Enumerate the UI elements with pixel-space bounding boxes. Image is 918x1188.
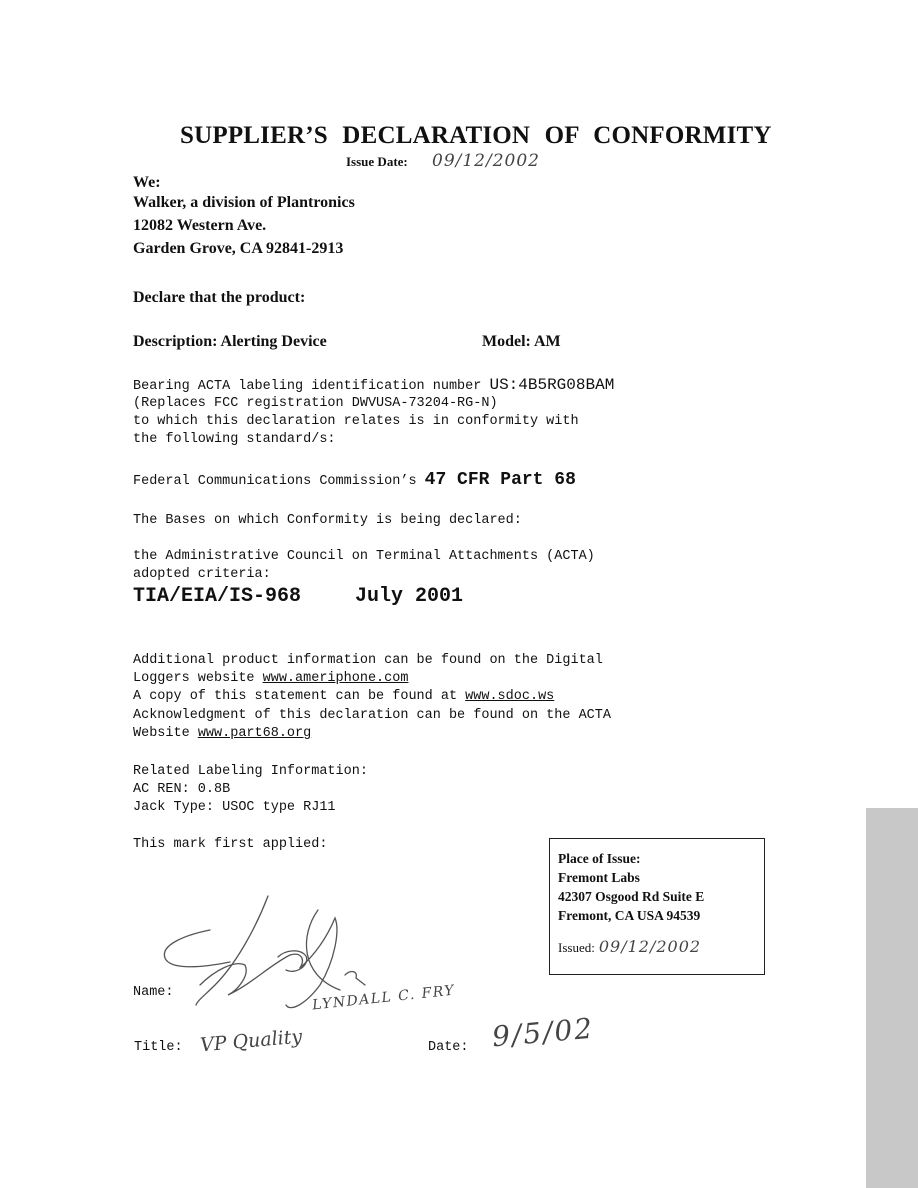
date-label: Date: <box>428 1040 469 1055</box>
labeling-jack: Jack Type: USOC type RJ11 <box>133 800 336 815</box>
labeling-heading: Related Labeling Information: <box>133 764 368 779</box>
grey-side-tab <box>866 808 918 1188</box>
place-street: 42307 Osgood Rd Suite E <box>558 889 705 904</box>
acta-number: US:4B5RG08BAM <box>489 376 615 394</box>
title-label: Title: <box>134 1040 183 1055</box>
bearing-line-4: the following standard/s: <box>133 432 336 447</box>
place-lab: Fremont Labs <box>558 870 640 885</box>
acta-standard-date: July 2001 <box>355 585 464 608</box>
additional-line-2-prefix: Loggers website <box>133 671 263 686</box>
first-applied-label: This mark first applied: <box>133 837 328 852</box>
additional-line-4: Acknowledgment of this declaration can be found on the ACTA <box>133 708 611 723</box>
signed-name-handwritten: LYNDALL C. FRY <box>311 982 456 1014</box>
declare-heading: Declare that the product: <box>133 289 306 306</box>
labeling-ren: AC REN: 0.8B <box>133 782 231 797</box>
product-model: Model: AM <box>482 333 561 350</box>
issue-date-handwritten: 09/12/2002 <box>432 151 540 171</box>
bearing-line-3: to which this declaration relates is in conformity with <box>133 414 579 429</box>
supplier-street: 12082 Western Ave. <box>133 217 267 234</box>
part68-link[interactable]: www.part68.org <box>197 726 312 741</box>
acta-line-2: adopted criteria: <box>133 567 271 582</box>
title-handwritten: VP Quality <box>199 1025 303 1057</box>
issue-date-label: Issue Date: <box>346 154 408 169</box>
product-description: Description: Alerting Device <box>133 333 327 350</box>
place-heading: Place of Issue: <box>558 851 641 866</box>
place-issued-label: Issued: <box>558 940 595 955</box>
document-title: SUPPLIER’S DECLARATION OF CONFORMITY <box>180 122 772 149</box>
bearing-prefix: Bearing ACTA labeling identification number <box>133 379 490 394</box>
bases-line: The Bases on which Conformity is being declared: <box>133 513 522 528</box>
name-label: Name: <box>133 985 174 1000</box>
additional-line-5-prefix: Website <box>133 726 198 741</box>
date-handwritten: 9/5/02 <box>490 1011 596 1054</box>
acta-standard: TIA/EIA/IS-968 <box>133 585 302 608</box>
sdoc-link[interactable]: www.sdoc.ws <box>465 689 555 704</box>
fcc-prefix: Federal Communications Commission’s <box>133 474 425 489</box>
place-city: Fremont, CA USA 94539 <box>558 908 701 923</box>
supplier-city: Garden Grove, CA 92841-2913 <box>133 240 344 257</box>
acta-line-1: the Administrative Council on Terminal Attachments (ACTA) <box>133 549 595 564</box>
ameriphone-link[interactable]: www.ameriphone.com <box>262 671 409 686</box>
we-label: We: <box>133 174 161 191</box>
bearing-line-2: (Replaces FCC registration DWVUSA-73204-RG-N) <box>133 396 498 411</box>
additional-line-3-prefix: A copy of this statement can be found at <box>133 689 466 704</box>
additional-line-1: Additional product information can be found on the Digital <box>133 653 603 668</box>
fcc-part: 47 CFR Part 68 <box>424 470 576 490</box>
supplier-company: Walker, a division of Plantronics <box>133 194 355 211</box>
place-issued-handwritten: 09/12/2002 <box>598 937 702 956</box>
